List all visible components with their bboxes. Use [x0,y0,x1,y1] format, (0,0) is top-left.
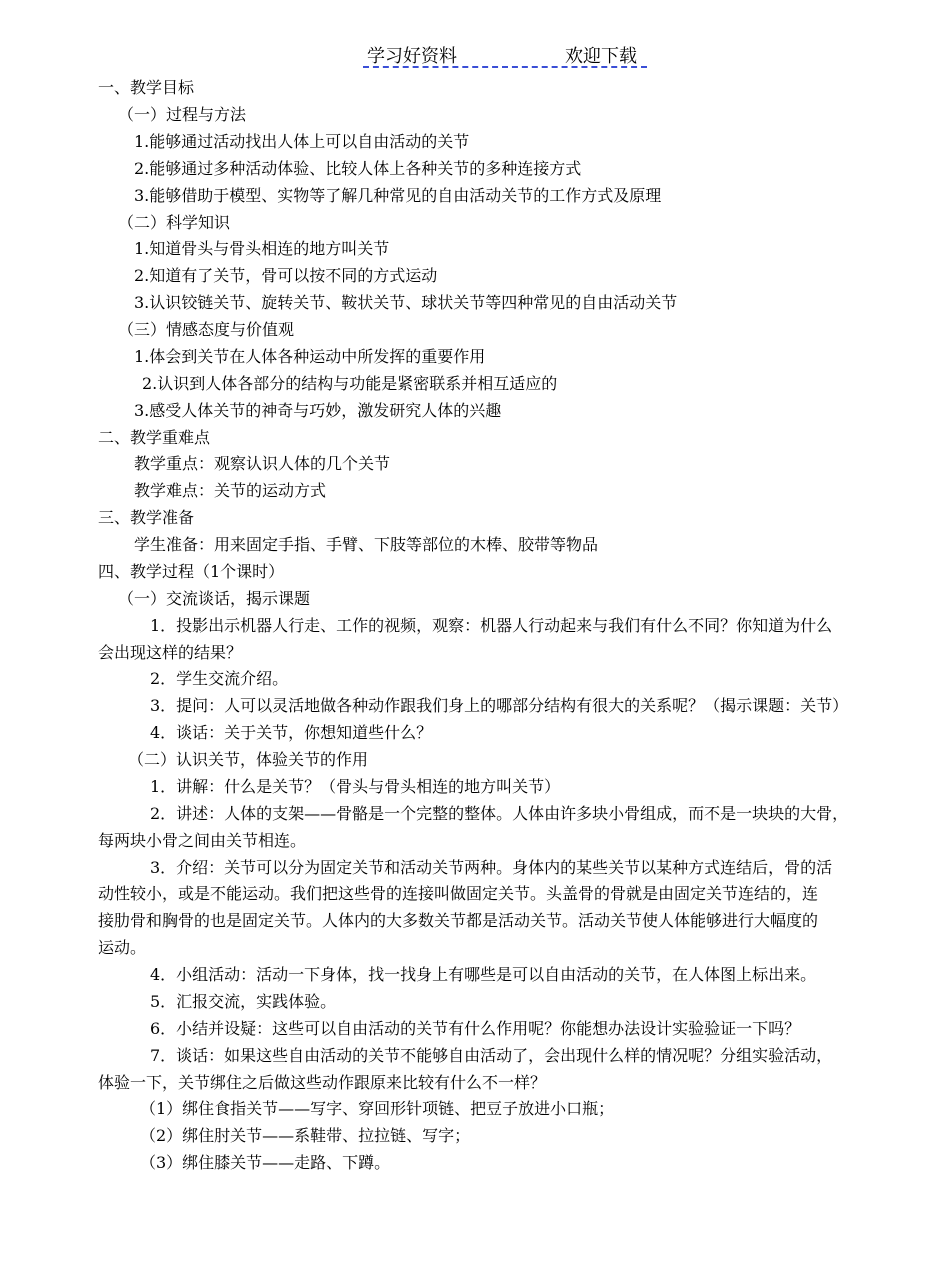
section-heading: 三、教学准备 [98,508,195,527]
paragraph-line: 5．汇报交流，实践体验。 [150,992,337,1011]
section-heading: 四、教学过程（1个课时） [98,562,285,581]
paragraph-line: 3．提问：人可以灵活地做各种动作跟我们身上的哪部分结构有很大的关系呢？（揭示课题：关节） [150,696,849,715]
subsection-heading: （二）认识关节，体验关节的作用 [128,750,369,769]
paragraph-line: 2．学生交流介绍。 [150,669,289,688]
paragraph-line: 教学重点：观察认识人体的几个关节 [134,454,391,473]
paragraph-line: 6．小结并设疑：这些可以自由活动的关节有什么作用呢？你能想办法设计实验验证一下吗？ [150,1019,801,1038]
subsection-heading: （二）科学知识 [118,213,231,232]
paragraph-line: 接肋骨和胸骨的也是固定关节。人体内的大多数关节都是活动关节。活动关节使人体能够进行大幅度的 [98,911,819,930]
paragraph-line: 4．小组活动：活动一下身体，找一找身上有哪些是可以自由活动的关节，在人体图上标出来。 [150,965,817,984]
list-item: （1）绑住食指关节——写字、穿回形针项链、把豆子放进小口瓶； [140,1099,615,1118]
list-item: 1.体会到关节在人体各种运动中所发挥的重要作用 [134,347,486,366]
paragraph-line: 3．介绍：关节可以分为固定关节和活动关节两种。身体内的某些关节以某种方式连结后，骨的活 [150,858,833,877]
paragraph-line: 动性较小，或是不能运动。我们把这些骨的连接叫做固定关节。头盖骨的骨就是由固定关节连结的，连 [98,884,819,903]
paragraph-line: 7．谈话：如果这些自由活动的关节不能够自由活动了，会出现什么样的情况呢？分组实验活动， [150,1046,833,1065]
list-item: （3）绑住膝关节——走路、下蹲。 [140,1153,391,1172]
list-item: 3.能够借助于模型、实物等了解几种常见的自由活动关节的工作方式及原理 [134,186,662,205]
section-heading: 二、教学重难点 [98,428,211,447]
paragraph-line: 教学难点：关节的运动方式 [134,481,327,500]
header-dashed-rule [363,66,647,68]
list-item: 2.认识到人体各部分的结构与功能是紧密联系并相互适应的 [142,374,558,393]
subsection-heading: （一）交流谈话，揭示课题 [118,589,311,608]
subsection-heading: （一）过程与方法 [118,105,247,124]
list-item: 3.感受人体关节的神奇与巧妙，激发研究人体的兴趣 [134,401,502,420]
paragraph-line: 每两块小骨之间由关节相连。 [98,831,307,850]
paragraph-line: 学生准备：用来固定手指、手臂、下肢等部位的木棒、胶带等物品 [134,535,599,554]
list-item: 1.知道骨头与骨头相连的地方叫关节 [134,239,390,258]
list-item: （2）绑住肘关节——系鞋带、拉拉链、写字； [140,1126,471,1145]
list-item: 3.认识铰链关节、旋转关节、鞍状关节、球状关节等四种常见的自由活动关节 [134,293,678,312]
section-heading: 一、教学目标 [98,78,195,97]
page-header [363,42,647,68]
header-right-text: 欢迎下载 [565,46,637,67]
paragraph-line: 体验一下，关节绑住之后做这些动作跟原来比较有什么不一样？ [98,1073,547,1092]
paragraph-line: 2．讲述：人体的支架——骨骼是一个完整的整体。人体由许多块小骨组成，而不是一块块的大骨， [150,804,849,823]
paragraph-line: 运动。 [98,938,147,957]
header-left-text: 学习好资料 [367,46,457,67]
subsection-heading: （三）情感态度与价值观 [118,320,295,339]
paragraph-line: 1．讲解：什么是关节？（骨头与骨头相连的地方叫关节） [150,777,561,796]
list-item: 2.知道有了关节，骨可以按不同的方式运动 [134,266,438,285]
paragraph-line: 1．投影出示机器人行走、工作的视频，观察：机器人行动起来与我们有什么不同？你知道为什么 [150,616,833,635]
list-item: 1.能够通过活动找出人体上可以自由活动的关节 [134,132,470,151]
paragraph-line: 4．谈话：关于关节，你想知道些什么？ [150,723,433,742]
paragraph-line: 会出现这样的结果？ [98,643,243,662]
list-item: 2.能够通过多种活动体验、比较人体上各种关节的多种连接方式 [134,159,582,178]
